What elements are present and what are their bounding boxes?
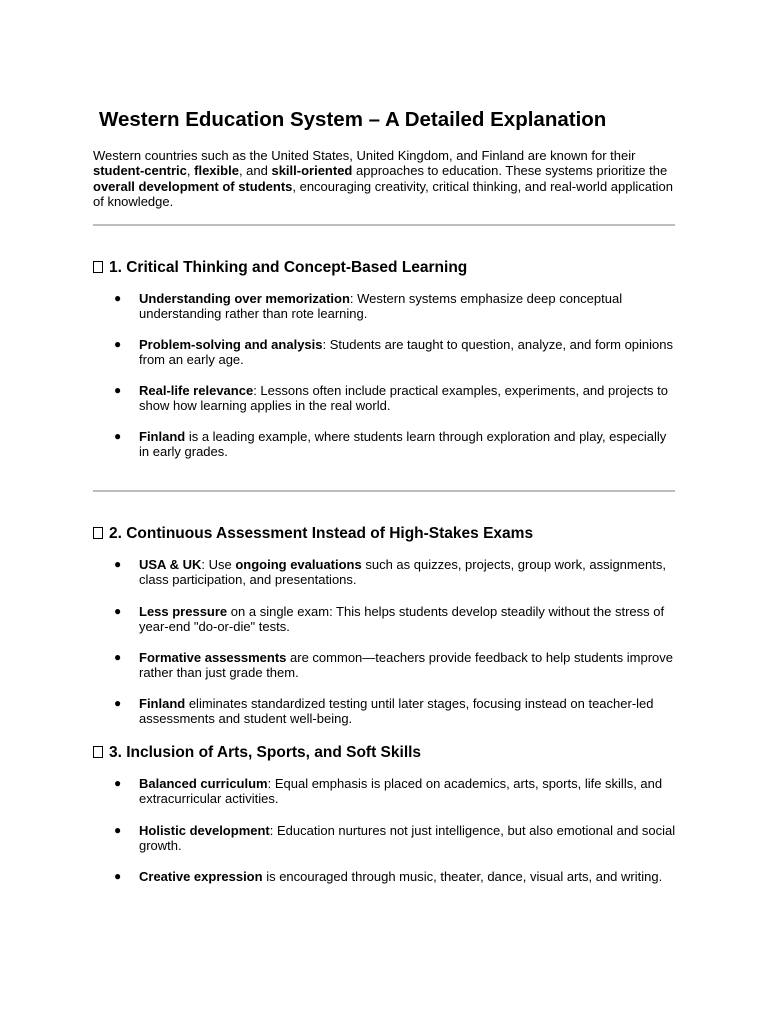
item-text: on a single exam: This helps students develop steadily without the stress of year-end "do-or-die" tests.: [139, 604, 665, 635]
item-bold-text: Balanced curriculum: [139, 776, 268, 791]
document-title: Western Education System – A Detailed Explanation: [99, 108, 607, 131]
intro-text: ,: [186, 163, 195, 179]
intro-bold-text: overall development of students: [93, 178, 293, 194]
intro-text: , and: [238, 163, 272, 179]
bullet-icon: ●: [114, 776, 122, 790]
bullet-icon: ●: [114, 429, 122, 443]
intro-paragraph: [93, 148, 683, 210]
bullet-icon: ●: [114, 291, 122, 305]
item-bold-text: Finland: [139, 696, 186, 711]
item-bold-text: Problem-solving and analysis: [139, 337, 323, 352]
bullet-icon: ●: [114, 604, 122, 618]
section-heading-text: 3. Inclusion of Arts, Sports, and Soft Skills: [109, 744, 422, 761]
item-bold-text: Holistic development: [139, 823, 270, 838]
item-bold-text: Less pressure: [139, 604, 228, 619]
item-bold-text: Formative assessments: [139, 650, 287, 665]
checkbox-icon: [93, 527, 103, 539]
bullet-icon: ●: [114, 696, 122, 710]
item-text: : Use: [201, 557, 236, 572]
list-item: [114, 776, 679, 807]
bullet-icon: ●: [114, 557, 122, 571]
list-item: [114, 869, 679, 884]
checkbox-icon: [93, 746, 103, 758]
section-heading-text: 2. Continuous Assessment Instead of High-Stakes Exams: [109, 525, 534, 542]
item-text: : Education nurtures not just intelligence, but also emotional and social growth.: [139, 823, 676, 854]
list-item: [114, 696, 679, 727]
section-heading: [93, 744, 421, 762]
item-bold-text: Real-life relevance: [139, 383, 254, 398]
horizontal-divider: [93, 224, 675, 226]
item-bold-text: Finland: [139, 429, 186, 444]
intro-bold-text: skill-oriented: [271, 163, 353, 179]
item-text: : Lessons often include practical examples, experiments, and projects to show how learning applies in the real world.: [139, 383, 668, 414]
bullet-icon: ●: [114, 823, 122, 837]
bullet-icon: ●: [114, 650, 122, 664]
item-text: : Equal emphasis is placed on academics, arts, sports, life skills, and extracurricular activities.: [139, 776, 663, 807]
section-heading: [93, 525, 533, 543]
item-bold-text: USA & UK: [139, 557, 202, 572]
item-bold-text: ongoing evaluations: [235, 557, 362, 572]
intro-text: approaches to education. These systems prioritize the: [352, 163, 668, 179]
item-text: eliminates standardized testing until later stages, focusing instead on teacher-led assessments and student well-being.: [139, 696, 654, 727]
list-item: [114, 291, 679, 322]
intro-bold-text: flexible: [194, 163, 239, 179]
bullet-icon: ●: [114, 337, 122, 351]
section-heading-text: 1. Critical Thinking and Concept-Based Learning: [109, 259, 468, 276]
horizontal-divider: [93, 490, 675, 492]
list-item: [114, 823, 679, 854]
item-text: : Western systems emphasize deep conceptual understanding rather than rote learning.: [139, 291, 623, 322]
list-item: [114, 604, 679, 635]
list-item: [114, 650, 679, 681]
item-text: such as quizzes, projects, group work, assignments, class participation, and presentations.: [139, 557, 666, 588]
item-bold-text: Creative expression: [139, 869, 263, 884]
bullet-icon: ●: [114, 869, 122, 883]
intro-text: Western countries such as the United States, United Kingdom, and Finland are known for their: [93, 148, 636, 163]
intro-text: , encouraging creativity, critical thinking, and real-world application of knowledge.: [93, 178, 673, 210]
list-item: [114, 337, 679, 368]
item-text: are common—teachers provide feedback to help students improve rather than just grade them.: [139, 650, 674, 681]
list-item: [114, 557, 679, 588]
item-text: : Students are taught to question, analyze, and form opinions from an early age.: [139, 337, 674, 368]
item-text: is encouraged through music, theater, dance, visual arts, and writing.: [262, 869, 663, 884]
list-item: [114, 429, 679, 460]
list-item: [114, 383, 679, 414]
item-text: is a leading example, where students learn through exploration and play, especially in early grades.: [139, 429, 667, 460]
bullet-icon: ●: [114, 383, 122, 397]
checkbox-icon: [93, 261, 103, 273]
intro-bold-text: student-centric: [93, 163, 187, 179]
item-bold-text: Understanding over memorization: [139, 291, 350, 306]
section-heading: [93, 259, 467, 277]
